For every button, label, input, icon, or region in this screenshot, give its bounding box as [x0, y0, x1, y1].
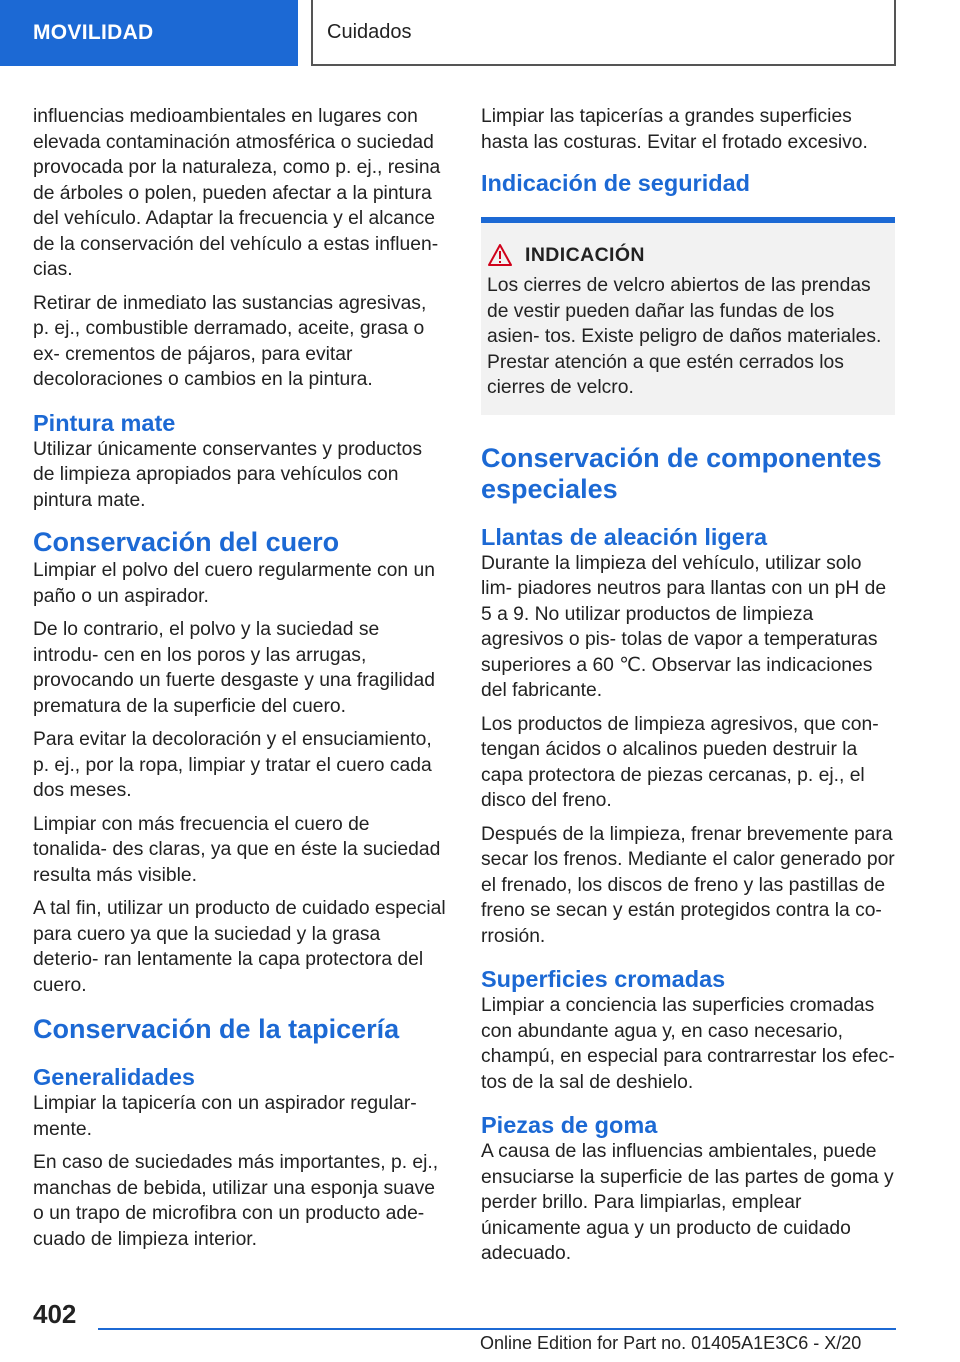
chapter-tab: Cuidados — [311, 0, 896, 66]
paragraph: Retirar de inmediato las sustancias agresivas, p. ej., combustible derramado, aceite, grasa o ex‐ crementos de pájaros, para evitar decoloraciones o cambios en la pintura. — [33, 292, 427, 390]
paragraph: Después de la limpieza, frenar brevemente para secar los frenos. Mediante el calor generado por el frenado, los discos de freno y las pastillas de freno se secan y están protegidos contra la co‐ rrosión. — [481, 823, 895, 947]
page-header — [0, 0, 960, 66]
subheading-indicacion-seguridad: Indicación de seguridad — [481, 170, 750, 196]
subheading-llantas: Llantas de aleación ligera — [481, 523, 768, 550]
heading-conservacion-componentes: Conservación de componentes especiales — [481, 442, 882, 504]
left-column — [33, 104, 447, 1260]
subheading-superficies-cromadas: Superficies cromadas — [481, 966, 726, 992]
paragraph: Limpiar la tapicería con un aspirador regular‐ mente. — [33, 1093, 417, 1140]
subheading-piezas-goma: Piezas de goma — [481, 1112, 658, 1138]
paragraph: Para evitar la decoloración y el ensuciamiento, p. ej., por la ropa, limpiar y tratar el cuero cada dos meses. — [33, 729, 432, 801]
warning-box — [481, 217, 895, 415]
section-tab: MOVILIDAD — [0, 0, 298, 66]
subheading-generalidades: Generalidades — [33, 1064, 195, 1090]
subheading-pintura-mate: Pintura mate — [33, 409, 176, 436]
footer-divider — [98, 1328, 896, 1330]
warning-header — [487, 243, 887, 267]
right-column — [481, 104, 895, 1275]
edition-note: Online Edition for Part no. 01405A1E3C6 - X/20 — [480, 1333, 862, 1353]
paragraph: influencias medioambientales en lugares con elevada contaminación atmosférica o suciedad provocada por la naturaleza, como p. ej., resina de árboles o polen, pueden afectar a la pintura del vehículo. Adaptar la frecuencia y el alcance de la conservación del vehículo a estas influen‐ cias. — [33, 106, 441, 280]
heading-conservacion-cuero: Conservación del cuero — [33, 527, 340, 557]
heading-conservacion-tapiceria: Conservación de la tapicería — [33, 1014, 400, 1044]
paragraph: De lo contrario, el polvo y la suciedad se introdu‐ cen en los poros y las arrugas, provocando un fuerte desgaste y una fragilidad prematura de la superficie del cuero. — [33, 619, 435, 717]
paragraph: Limpiar con más frecuencia el cuero de tonalida‐ des claras, ya que en éste la suciedad resulta más visible. — [33, 813, 441, 886]
paragraph: A causa de las influencias ambientales, puede ensuciarse la superficie de las partes de goma y perder brillo. Para limpiarlas, emplear únicamente agua y un producto de cuidado adecuado. — [481, 1141, 894, 1264]
paragraph: Durante la limpieza del vehículo, utilizar solo lim‐ piadores neutros para llantas con un pH de 5 a 9. No utilizar productos de limpieza agresivos o pis‐ tolas de vapor a temperaturas superiores a 60 ℃. Observar las indicaciones del fabricante. — [481, 552, 887, 701]
warning-text: Los cierres de velcro abiertos de las prendas de vestir pueden dañar las fundas de los asien‐ tos. Existe peligro de daños materiales. Prestar atención a que estén cerrados los cierres de velcro. — [487, 275, 882, 398]
paragraph: En caso de suciedades más importantes, p. ej., manchas de bebida, utilizar una esponja suave o un trapo de microfibra con un producto ade‐ cuado de limpieza interior. — [33, 1152, 439, 1250]
paragraph: Limpiar las tapicerías a grandes superficies hasta las costuras. Evitar el frotado excesivo. — [481, 106, 868, 153]
paragraph: Limpiar a conciencia las superficies cromadas con abundante agua y, en caso necesario, champú, en especial para contrarrestar los efec‐ tos de la sal de deshielo. — [481, 995, 895, 1093]
warning-label: INDICACIÓN — [525, 243, 645, 266]
paragraph: Limpiar el polvo del cuero regularmente con un paño o un aspirador. — [33, 560, 435, 607]
warning-triangle-icon — [487, 243, 513, 267]
paragraph: Utilizar únicamente conservantes y productos de limpieza apropiados para vehículos con pintura mate. — [33, 438, 423, 511]
page-number: 402 — [33, 1299, 77, 1329]
paragraph: Los productos de limpieza agresivos, que con‐ tengan ácidos o alcalinos pueden destruir la capa protectora de piezas cercanas, p. ej., el disco del freno. — [481, 713, 879, 811]
paragraph: A tal fin, utilizar un producto de cuidado especial para cuero ya que la suciedad y la grasa deterio‐ ran lentamente la capa protectora del cuero. — [33, 898, 446, 996]
